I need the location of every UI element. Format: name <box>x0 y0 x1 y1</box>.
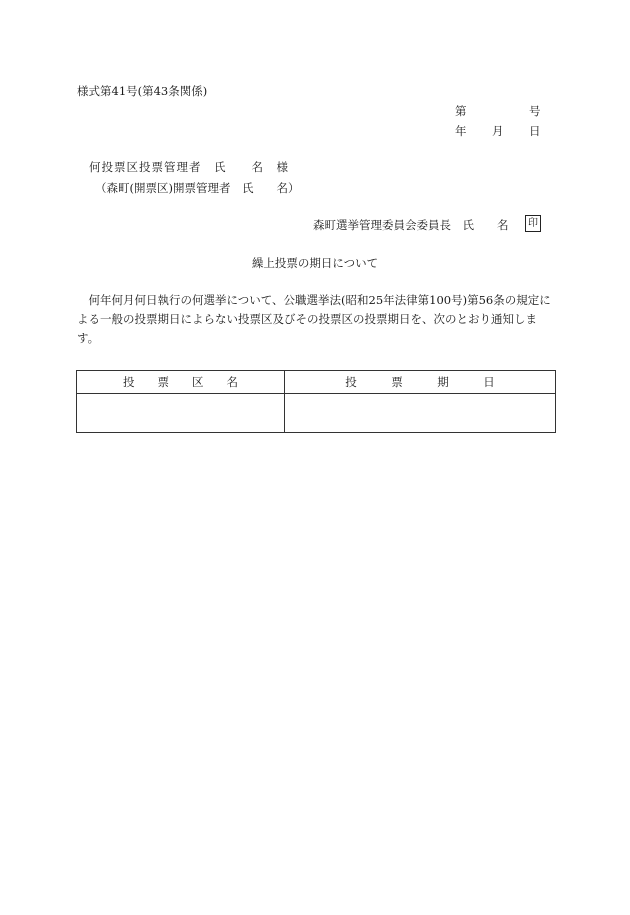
schedule-table <box>76 370 556 433</box>
header-voting-date: 投 票 期 日 <box>285 371 556 394</box>
addressee-line-1: 何投票区投票管理者 氏 名 様 <box>89 160 289 174</box>
seal-stamp: 印 <box>525 215 541 232</box>
date-year: 年 <box>455 124 467 138</box>
date-line <box>455 124 541 194</box>
cell-polling-district <box>77 394 285 433</box>
addressee-line-2: （森町(開票区)開票管理者 氏 名） <box>95 181 300 195</box>
form-number: 様式第41号(第43条関係) <box>77 84 208 98</box>
document-number-prefix: 第 <box>455 104 467 118</box>
body-paragraph: 何年何月何日執行の何選挙について、公職選挙法(昭和25年法律第100号)第56条の規定による一般の投票期日によらない投票区及びその投票区の投票期日を、次のとおり通知します。 <box>77 293 551 345</box>
document-title: 繰上投票の期日について <box>251 256 379 270</box>
header-polling-district: 投 票 区 名 <box>77 371 285 394</box>
date-month: 月 <box>492 124 504 138</box>
table-row <box>77 394 556 433</box>
date-day: 日 <box>529 124 541 138</box>
document-number-suffix: 号 <box>529 104 541 118</box>
sender-title: 森町選挙管理委員会委員長 氏 名 <box>313 218 509 232</box>
cell-voting-date <box>285 394 556 433</box>
table-header-row <box>77 371 556 394</box>
